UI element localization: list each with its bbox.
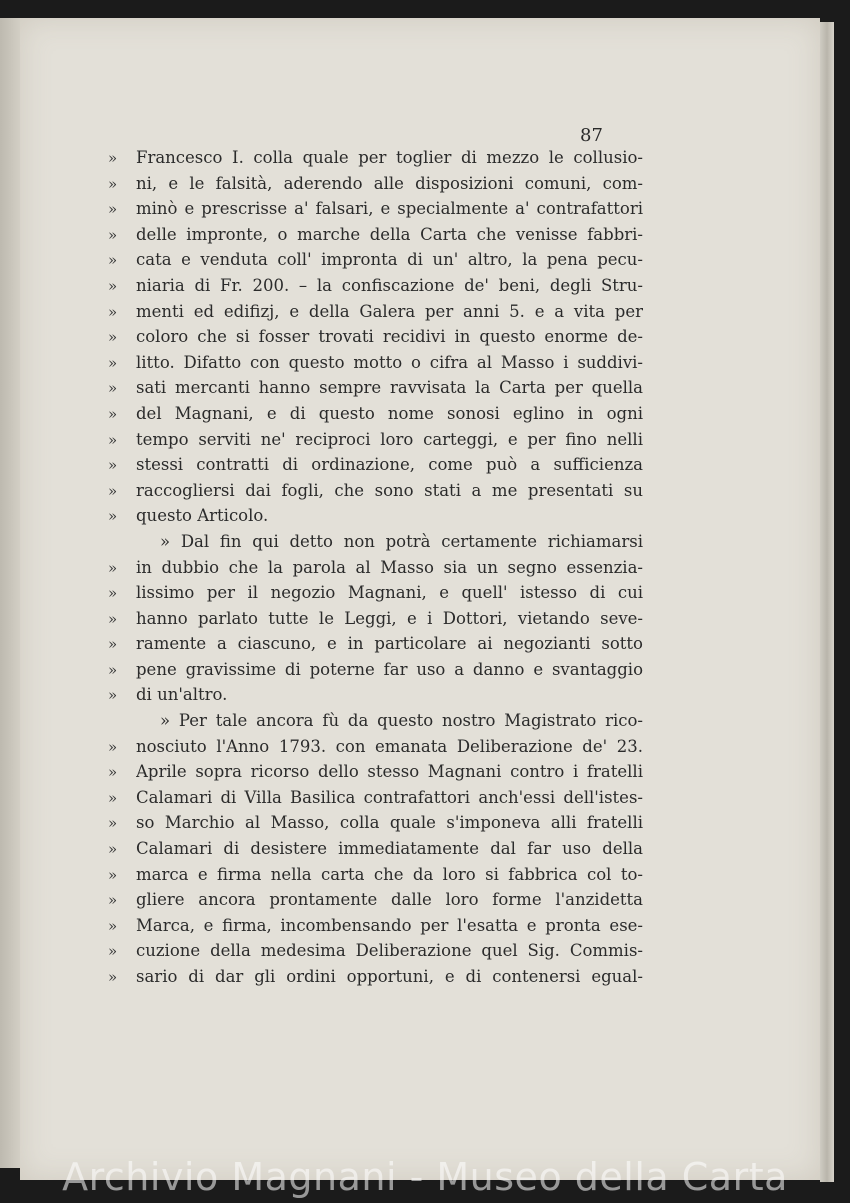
line-text: litto. Difatto con questo motto o cifra al Masso i suddivi- [136,352,643,372]
text-line [108,708,643,734]
line-text: marca e firma nella carta che da loro si fabbrica col to- [136,864,643,884]
text-line [108,555,643,581]
text-line [108,734,643,760]
quote-mark: » [108,840,118,859]
line-text: questo Articolo. [136,506,269,526]
quote-mark: » [108,302,118,321]
quote-mark: » [108,660,118,679]
line-text: in dubbio che la parola al Masso sia un segno essenzia- [136,557,643,577]
quote-mark: » [108,379,118,398]
line-text: » Per tale ancora fù da questo nostro Magistrato rico- [160,711,643,731]
line-text: so Marchio al Masso, colla quale s'imponeva alli fratelli [136,813,643,833]
line-text: minò e prescrisse a' falsari, e specialmente a' contrafattori [136,199,643,219]
text-line [108,785,643,811]
quote-mark: » [108,225,118,244]
page-stack-edge [820,22,834,1182]
quote-mark: » [108,916,118,935]
line-text: Aprile sopra ricorso dello stesso Magnani contro i fratelli [136,762,643,782]
quote-mark: » [108,276,118,295]
quote-mark: » [108,404,118,423]
quote-mark: » [108,200,118,219]
quote-mark: » [108,328,118,347]
text-line [108,273,643,299]
line-text: ramente a ciascuno, e in particolare ai negozianti sotto [136,634,643,654]
text-line [108,299,643,325]
quote-mark: » [108,481,118,500]
text-line [108,657,643,683]
text-line [108,145,643,171]
quote-mark: » [108,942,118,961]
text-line [108,529,643,555]
text-line [108,350,643,376]
line-text: gliere ancora prontamente dalle loro forme l'anzidetta [136,890,643,910]
quote-mark: » [108,558,118,577]
quote-mark: » [108,507,118,526]
line-text: delle impronte, o marche della Carta che venisse fabbri- [136,224,643,244]
text-line [108,375,643,401]
text-line [108,964,643,990]
quote-mark: » [108,174,118,193]
text-line [108,427,643,453]
text-line [108,196,643,222]
line-text: Calamari di Villa Basilica contrafattori anch'essi dell'istes- [136,787,643,807]
line-text: lissimo per il negozio Magnani, e quell' istesso di cui [136,583,643,603]
line-text: menti ed edifizj, e della Galera per anni 5. e a vita per [136,301,643,321]
line-text: » Dal fin qui detto non potrà certamente richiamarsi [160,531,643,551]
line-text: raccogliersi dai fogli, che sono stati a me presentati su [136,480,643,500]
quote-mark: » [108,814,118,833]
page-number: 87 [580,125,603,146]
quote-mark: » [108,686,118,705]
adjacent-page-edge [0,18,22,1168]
line-text: cuzione della medesima Deliberazione quel Sig. Commis- [136,941,643,961]
line-text: cata e venduta coll' impronta di un' altro, la pena pecu- [136,250,643,270]
quote-mark: » [108,584,118,603]
text-line [108,862,643,888]
text-line [108,580,643,606]
text-line [108,478,643,504]
line-text: Calamari di desistere immediatamente dal far uso della [136,839,643,859]
text-line [108,682,643,708]
line-text: Marca, e firma, incombensando per l'esatta e pronta ese- [136,915,643,935]
text-line [108,938,643,964]
quote-mark: » [108,737,118,756]
quote-mark: » [108,891,118,910]
text-line [108,759,643,785]
text-line [108,631,643,657]
line-text: hanno parlato tutte le Leggi, e i Dottori, vietando seve- [136,608,643,628]
quote-mark: » [108,353,118,372]
line-text: tempo serviti ne' reciproci loro carteggi, e per fino nelli [136,429,643,449]
line-text: sario di dar gli ordini opportuni, e di contenersi egual- [136,967,643,986]
body-text [108,145,643,990]
line-text: nosciuto l'Anno 1793. con emanata Deliberazione de' 23. [136,736,643,756]
text-line [108,503,643,529]
quote-mark: » [108,456,118,475]
line-text: del Magnani, e di questo nome sonosi eglino in ogni [136,403,643,423]
quote-mark: » [108,149,118,167]
line-text: di un'altro. [136,685,228,705]
quote-mark: » [108,763,118,782]
quote-mark: » [108,251,118,270]
archive-watermark: Archivio Magnani - Museo della Carta [62,1155,788,1199]
quote-mark: » [108,609,118,628]
line-text: stessi contratti di ordinazione, come può a sufficienza [136,455,643,475]
text-line [108,401,643,427]
quote-mark: » [108,635,118,654]
quote-mark: » [108,430,118,449]
text-line [108,222,643,248]
text-line [108,247,643,273]
line-text: Francesco I. colla quale per toglier di mezzo le collusio- [136,148,643,167]
text-line [108,606,643,632]
quote-mark: » [108,865,118,884]
text-line [108,171,643,197]
quote-mark: » [108,788,118,807]
text-line [108,913,643,939]
line-text: pene gravissime di poterne far uso a danno e svantaggio [136,659,643,679]
line-text: ni, e le falsità, aderendo alle disposizioni comuni, com- [136,173,643,193]
line-text: niaria di Fr. 200. – la confiscazione de' beni, degli Stru- [136,275,643,295]
text-line [108,324,643,350]
line-text: sati mercanti hanno sempre ravvisata la Carta per quella [136,378,643,398]
text-line [108,810,643,836]
text-line [108,836,643,862]
line-text: coloro che si fosser trovati recidivi in questo enorme de- [136,327,643,347]
quote-mark: » [108,968,118,986]
text-line [108,887,643,913]
text-line [108,452,643,478]
